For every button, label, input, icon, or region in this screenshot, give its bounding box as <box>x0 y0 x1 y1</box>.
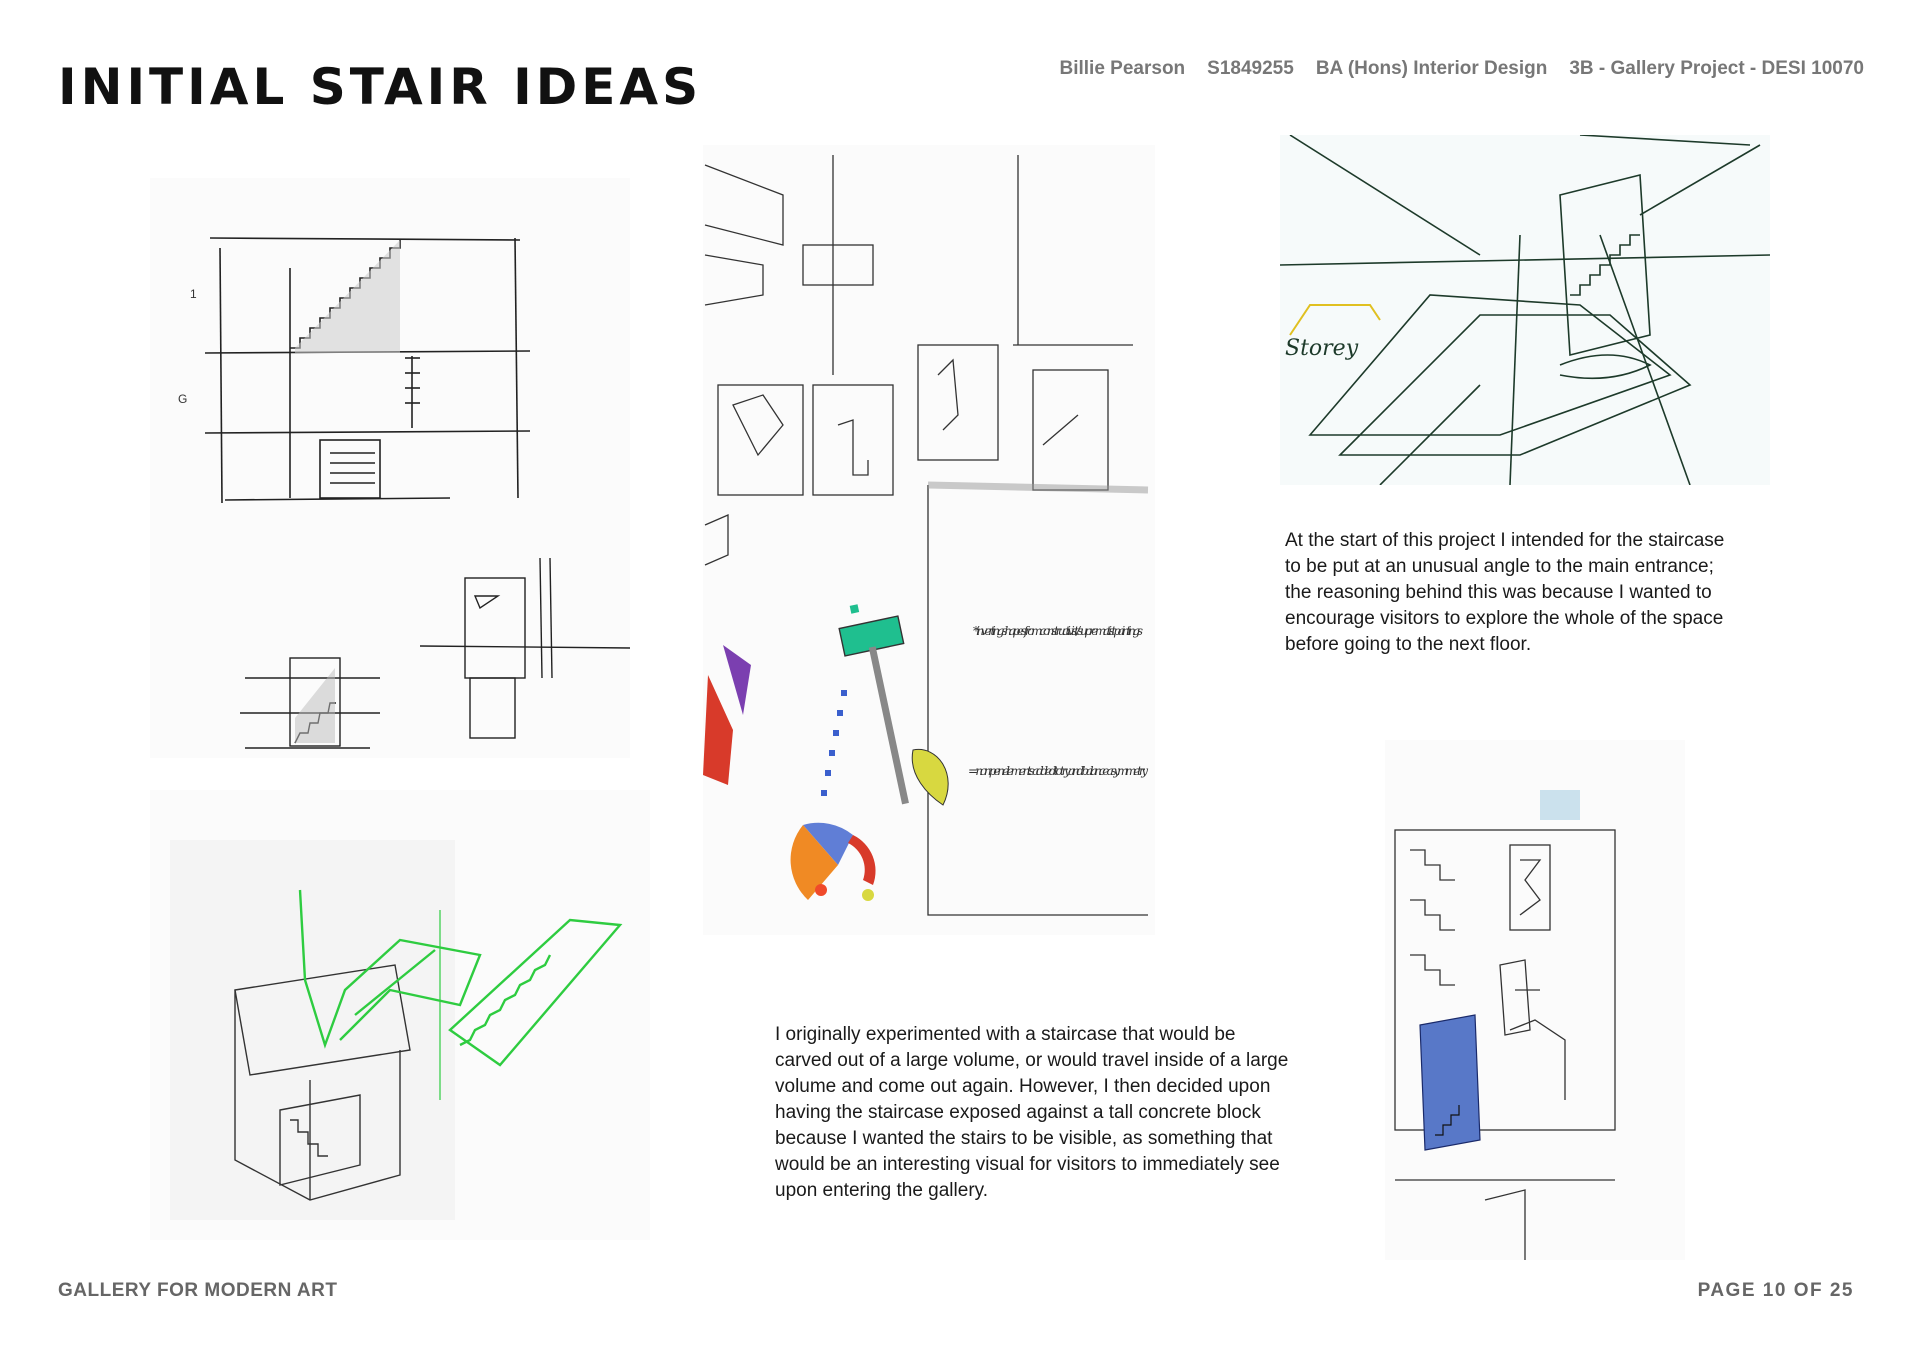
stair-section-drawing <box>150 178 630 758</box>
level-1-label: 1 <box>190 287 197 301</box>
student-id: S1849255 <box>1207 58 1294 79</box>
concrete-block-sketch <box>1385 740 1685 1260</box>
collage-sketch <box>703 145 1155 935</box>
level-g-label: G <box>178 392 188 406</box>
storey-label: Storey <box>1285 336 1359 361</box>
intro-paragraph: At the start of this project I intended for the staircase to be put at an unusual angle to the main entrance; the reasoning behind this was because I wanted to encourage visitors to explore the whole of the space before going to the next floor. <box>1285 530 1725 655</box>
course-name: BA (Hons) Interior Design <box>1315 58 1548 79</box>
green-axonometric-sketch <box>150 790 650 1240</box>
concrete-block-drawing <box>1385 740 1685 1260</box>
note-non-pen-elements: = non pen elements added to try and balance asymmetry <box>968 764 1148 778</box>
page-title: INITIAL STAIR IDEAS <box>58 58 703 116</box>
note-inverting-shapes: * inverting shapes from constructivist / suprematist paintings <box>973 624 1143 638</box>
perspective-sketch <box>1280 135 1770 485</box>
project-name: 3B - Gallery Project - DESI 10070 <box>1569 58 1864 79</box>
axonometric-drawing <box>150 790 650 1240</box>
author-name: Billie Pearson <box>1059 58 1186 79</box>
footer-project-title: GALLERY FOR MODERN ART <box>58 1280 338 1301</box>
perspective-drawing <box>1280 135 1770 485</box>
footer-page-number: PAGE 10 OF 25 <box>1697 1280 1854 1301</box>
collage-drawing <box>703 145 1155 935</box>
header-meta <box>1060 58 1865 80</box>
stair-section-sketch <box>150 178 630 758</box>
experiment-paragraph: I originally experimented with a staircase that would be carved out of a large volume, or would travel inside of a large volume and come out again. However, I then decided upon having the staircase exposed against a tall concrete block because I wanted the stairs to be visible, as something that would be an interesting visual for visitors to immediately see upon entering the gallery. <box>775 1024 1289 1201</box>
